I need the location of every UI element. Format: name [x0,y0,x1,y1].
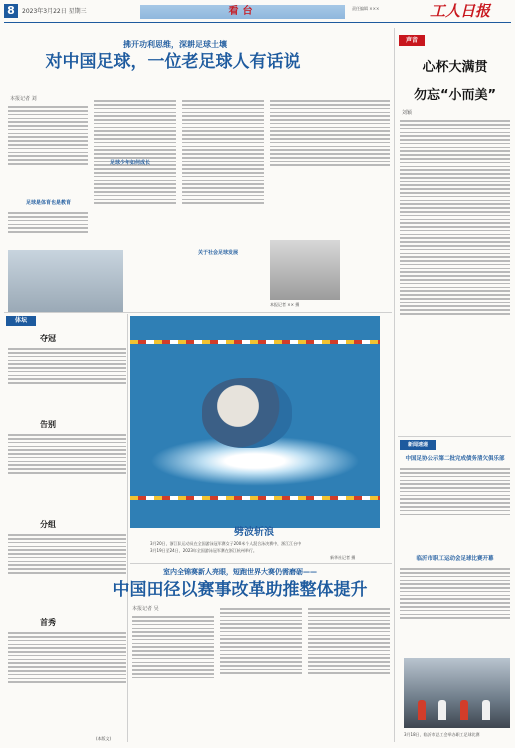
lead-subhead-2: 足球少年如何成长 [110,160,151,166]
track-byline: 本报记者 吴 [132,606,159,612]
section-divider [4,312,392,313]
lead-column-2 [94,98,176,308]
track-headline: 中国田径以赛事改革助推整体提升 [112,580,368,600]
sports-item-body-2 [8,432,126,510]
swim-caption-line-2: 3月19日至24日，2023年全国游泳冠军赛在浙江杭州举行。 [150,548,257,553]
track-column-1 [132,614,214,742]
news-item-body-2 [400,566,510,654]
lead-subhead-1: 足球是体育也是教育 [26,200,72,206]
lead-photo-caption: 本报记者 ×× 摄 [270,302,300,307]
voice-tag: 声音 [399,35,425,46]
voice-body [400,118,510,434]
sports-item-title-2: 告别 [40,420,56,429]
sports-item-title-4: 首秀 [40,618,56,627]
lead-kicker: 拂开功利思维，深耕足球土壤 [123,40,227,49]
sports-item-title-1: 夺冠 [40,334,56,343]
voice-headline-line-2: 勿忘“小而美” [413,88,497,103]
swim-photo-credit: 新华社记者 摄 [330,555,356,560]
masthead-logo: 工人日报 [430,2,491,20]
voice-byline: 刘颖 [402,110,413,116]
swim-photo [130,316,380,528]
lead-headline: 对中国足球，一位老足球人有话说 [45,52,301,72]
lead-subhead-3: 关于社会足球发展 [198,250,239,256]
track-divider [130,563,392,564]
header-rule [4,22,511,23]
lead-column-3 [182,98,264,308]
news-item-title-1: 中国足协公示第二批完成债务清欠俱乐部 [405,456,505,462]
issue-date: 2023年3月22日 星期三 [22,8,87,15]
track-column-2 [220,606,302,742]
sports-end-mark: (本版文) [96,736,112,741]
lead-column-1b [8,210,88,250]
swim-caption-line-1: 3月20日，浙江队运动员在全国游泳冠军赛女子200米个人混合泳决赛中，浙江江台中 [150,541,302,546]
editor-credit: 责任编辑 ××× [352,6,380,11]
lead-byline: 本报记者 刘 [10,96,37,102]
voice-headline-line-1: 心杯大满贯 [422,60,488,75]
news-item-title-2: 临沂市职工运动会足球比赛开幕 [416,556,494,562]
section-title: 看台 [140,5,345,19]
news-photo-caption: 3月18日，临沂市总工会举办职工足球比赛 [404,732,480,737]
sports-tag: 体坛 [6,316,36,326]
news-tag: 新闻速递 [400,440,436,450]
page-number: 8 [4,4,18,18]
swim-photo-title: 劈波斩浪 [234,527,274,538]
news-divider [398,436,511,437]
news-item-body-1 [400,466,510,548]
sports-item-body-1 [8,346,126,416]
track-column-3 [308,606,390,742]
lead-photo-portrait [270,240,340,300]
sports-item-body-4 [8,630,126,734]
lead-column-4 [270,98,390,238]
news-photo-football [404,658,510,728]
page-header [0,0,515,22]
sports-item-title-3: 分组 [40,520,56,529]
column-divider-right [394,28,395,742]
track-kicker: 室内全锦赛新人亮眼，短跑世界大赛仍需磨砺—— [163,568,317,576]
